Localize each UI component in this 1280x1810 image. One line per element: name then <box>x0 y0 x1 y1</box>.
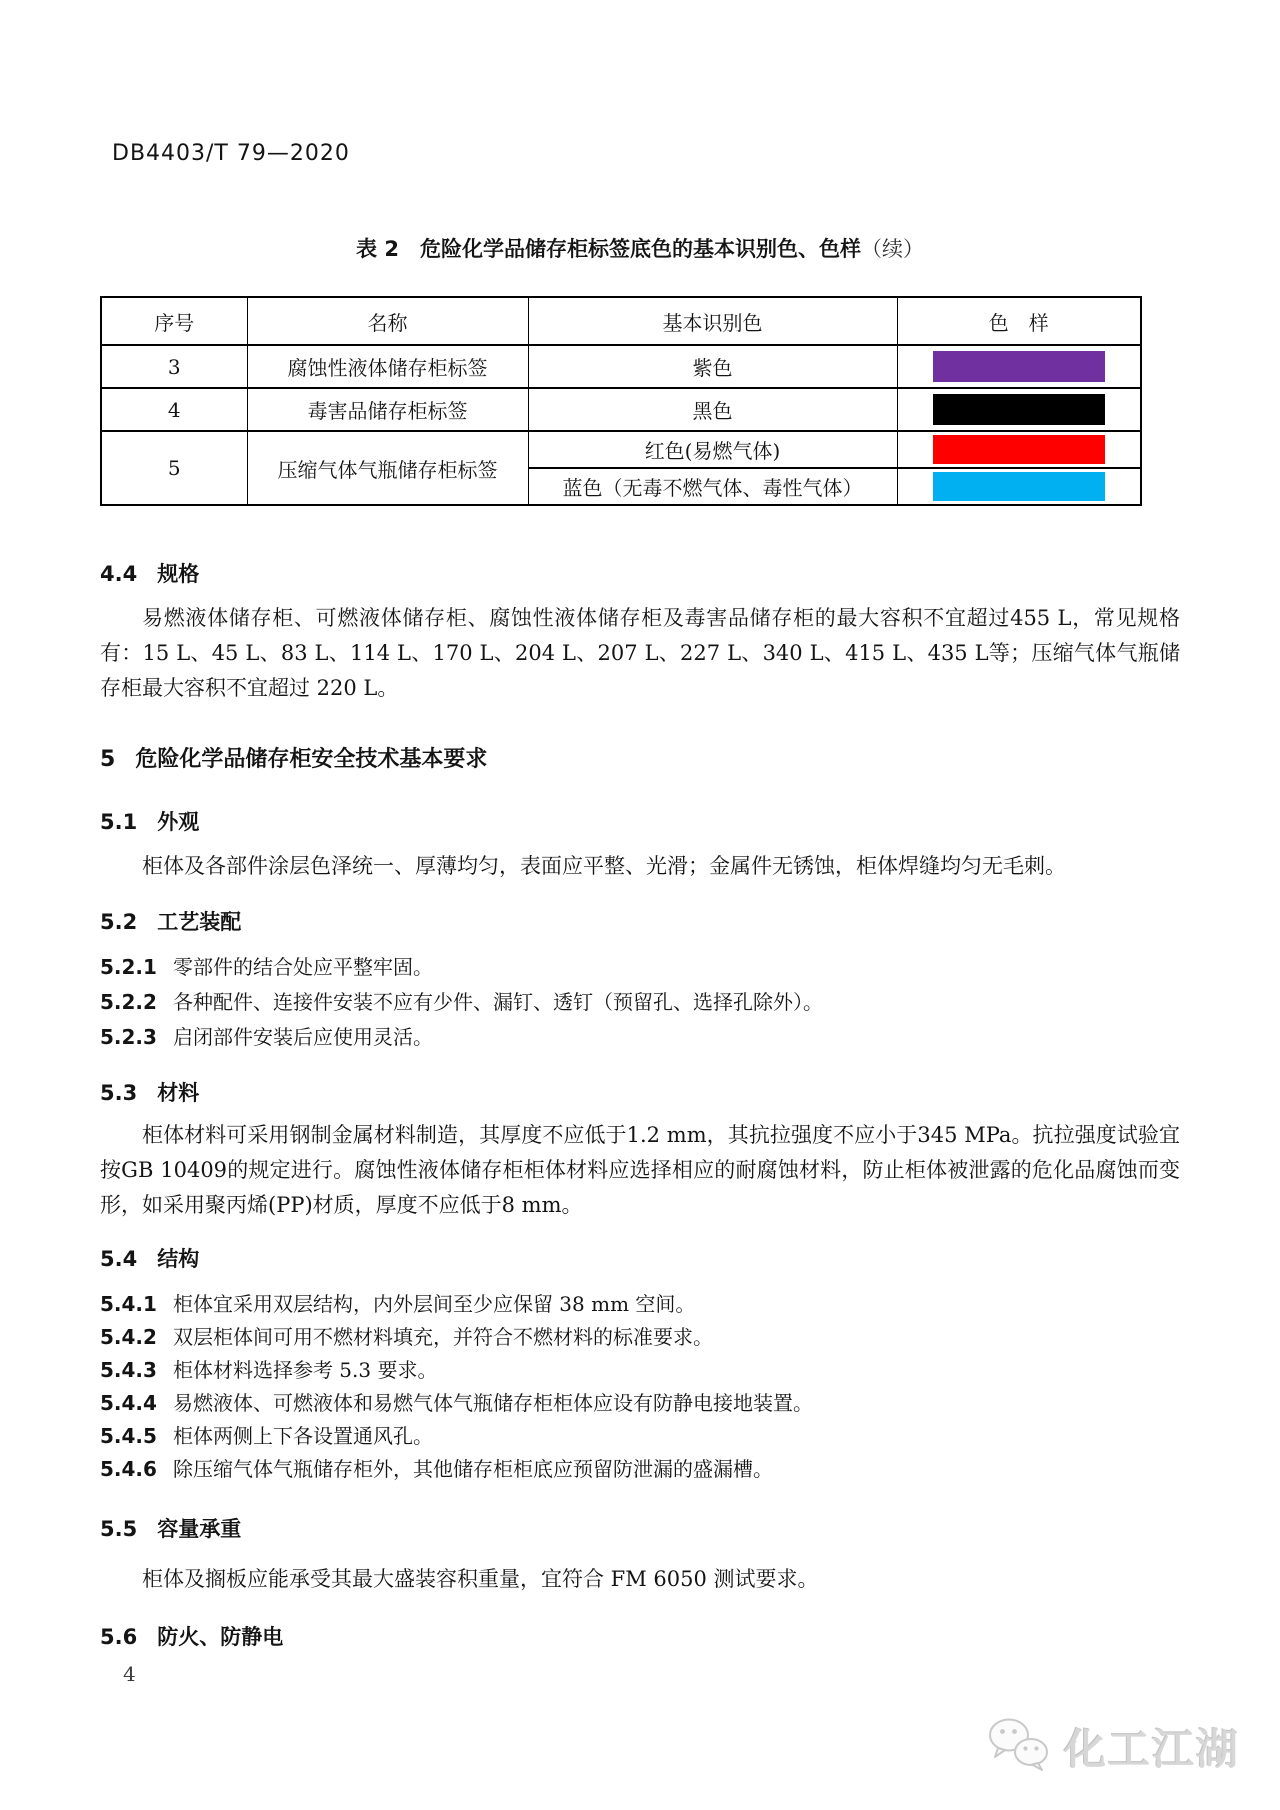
cell-sample <box>897 431 1141 468</box>
col-header-sample: 色 样 <box>897 297 1141 345</box>
section-title: 结构 <box>157 1247 200 1271</box>
section-5-2-heading <box>100 906 1180 936</box>
table-header-row <box>101 297 1141 345</box>
clause-text: 零部件的结合处应平整牢固。 <box>172 955 433 979</box>
section-title: 外观 <box>157 810 200 834</box>
cell-sample <box>897 468 1141 505</box>
section-5-6-heading <box>100 1621 1180 1651</box>
section-5-3-paragraph: 柜体材料可采用钢制金属材料制造，其厚度不应低于1.2 mm，其抗拉强度不应小于345 MPa。抗拉强度试验宜按GB 10409的规定进行。腐蚀性液体储存柜柜体材料应选择相应的耐腐蚀材料，防止柜体被泄露的危化品腐蚀而变形，如采用聚丙烯(PP)材质，厚度不应低于8 mm。 <box>100 1123 1180 1217</box>
section-5-heading <box>100 742 1180 773</box>
clause-number: 5.2.3 <box>100 1025 157 1049</box>
section-title: 防火、防静电 <box>157 1625 284 1649</box>
section-number: 4.4 <box>100 562 138 586</box>
cell-name: 腐蚀性液体储存柜标签 <box>247 345 528 388</box>
table-title <box>100 233 1180 263</box>
section-5-4-clauses <box>100 1288 1180 1486</box>
section-number: 5 <box>100 747 116 772</box>
clause-number: 5.4.5 <box>100 1424 157 1448</box>
cell-color-label: 蓝色（无毒不燃气体、毒性气体） <box>528 468 897 505</box>
watermark-logo-text: 化工江湖 <box>1063 1725 1240 1774</box>
section-4-4-heading <box>100 558 1180 588</box>
section-4-4-paragraph: 易燃液体储存柜、可燃液体储存柜、腐蚀性液体储存柜及毒害品储存柜的最大容积不宜超过455 L，常见规格有：15 L、45 L、83 L、114 L、170 L、204 L、207 L、227 L、340 L、415 L、435 L等；压缩气体气瓶储存柜最大容积不宜超过 220 L。 <box>100 606 1180 700</box>
clause-number: 5.4.3 <box>100 1358 157 1382</box>
clause-number: 5.4.2 <box>100 1325 157 1349</box>
purple-swatch <box>933 351 1105 382</box>
section-number: 5.6 <box>100 1625 138 1649</box>
clause-5-4-1 <box>100 1288 1180 1321</box>
cell-color-label: 红色(易燃气体) <box>528 431 897 468</box>
section-number: 5.3 <box>100 1081 138 1105</box>
clause-5-4-3 <box>100 1354 1180 1387</box>
section-number: 5.4 <box>100 1247 138 1271</box>
clause-text: 除压缩气体气瓶储存柜外，其他储存柜柜底应预留防泄漏的盛漏槽。 <box>172 1457 773 1481</box>
col-header-color: 基本识别色 <box>528 297 897 345</box>
section-title: 规格 <box>157 562 200 586</box>
clause-text: 柜体两侧上下各设置通风孔。 <box>172 1424 433 1448</box>
clause-text: 柜体材料选择参考 5.3 要求。 <box>172 1358 438 1382</box>
section-title: 容量承重 <box>157 1517 242 1541</box>
clause-5-4-2 <box>100 1321 1180 1354</box>
cell-sample <box>897 388 1141 431</box>
clause-number: 5.4.6 <box>100 1457 157 1481</box>
cell-color-label: 紫色 <box>528 345 897 388</box>
watermark-logo <box>986 1716 1240 1778</box>
section-5-2-clauses <box>100 950 1180 1055</box>
section-5-5-heading <box>100 1513 1180 1543</box>
clause-number: 5.4.1 <box>100 1292 157 1316</box>
clause-number: 5.2.2 <box>100 990 157 1014</box>
section-number: 5.5 <box>100 1517 138 1541</box>
cell-no: 3 <box>101 345 247 388</box>
section-5-1-paragraph: 柜体及各部件涂层色泽统一、厚薄均匀，表面应平整、光滑；金属件无锈蚀，柜体焊缝均匀无毛刺。 <box>142 854 1066 878</box>
color-table <box>100 296 1142 506</box>
section-title: 工艺装配 <box>157 910 242 934</box>
cell-no: 4 <box>101 388 247 431</box>
clause-text: 启闭部件安装后应使用灵活。 <box>172 1025 433 1049</box>
clause-5-4-6 <box>100 1453 1180 1486</box>
section-5-5-paragraph: 柜体及搁板应能承受其最大盛装容积重量，宜符合 FM 6050 测试要求。 <box>142 1567 819 1591</box>
clause-text: 易燃液体、可燃液体和易燃气体气瓶储存柜柜体应设有防静电接地装置。 <box>172 1391 813 1415</box>
black-swatch <box>933 394 1105 425</box>
section-5-3-heading <box>100 1077 1180 1107</box>
clause-number: 5.2.1 <box>100 955 157 979</box>
clause-5-2-2 <box>100 985 1180 1020</box>
table-row <box>101 388 1141 431</box>
clause-number: 5.4.4 <box>100 1391 157 1415</box>
table-row <box>101 431 1141 468</box>
section-5-1-heading <box>100 806 1180 836</box>
clause-text: 柜体宜采用双层结构，内外层间至少应保留 38 mm 空间。 <box>172 1292 696 1316</box>
section-5-4-heading <box>100 1243 1180 1273</box>
col-header-no: 序号 <box>101 297 247 345</box>
table-title-main: 表 2 危险化学品储存柜标签底色的基本识别色、色样 <box>356 237 861 261</box>
cell-sample <box>897 345 1141 388</box>
blue-swatch <box>933 472 1105 501</box>
section-number: 5.1 <box>100 810 138 834</box>
section-title: 危险化学品储存柜安全技术基本要求 <box>135 747 488 772</box>
col-header-name: 名称 <box>247 297 528 345</box>
cell-no: 5 <box>101 431 247 505</box>
red-swatch <box>933 435 1105 464</box>
clause-text: 双层柜体间可用不燃材料填充，并符合不燃材料的标准要求。 <box>172 1325 713 1349</box>
clause-5-2-1 <box>100 950 1180 985</box>
page-number: 4 <box>123 1662 136 1686</box>
clause-text: 各种配件、连接件安装不应有少件、漏钉、透钉（预留孔、选择孔除外）。 <box>172 990 823 1014</box>
section-title: 材料 <box>157 1081 200 1105</box>
cell-name: 毒害品储存柜标签 <box>247 388 528 431</box>
color-table-container <box>100 296 1180 506</box>
table-row <box>101 345 1141 388</box>
clause-5-4-5 <box>100 1420 1180 1453</box>
wechat-icon <box>986 1716 1054 1778</box>
cell-color-label: 黑色 <box>528 388 897 431</box>
clause-5-2-3 <box>100 1020 1180 1055</box>
section-number: 5.2 <box>100 910 138 934</box>
clause-5-4-4 <box>100 1387 1180 1420</box>
table-title-suffix: （续） <box>860 237 924 261</box>
doc-code: DB4403/T 79—2020 <box>112 141 350 166</box>
cell-name: 压缩气体气瓶储存柜标签 <box>247 431 528 505</box>
